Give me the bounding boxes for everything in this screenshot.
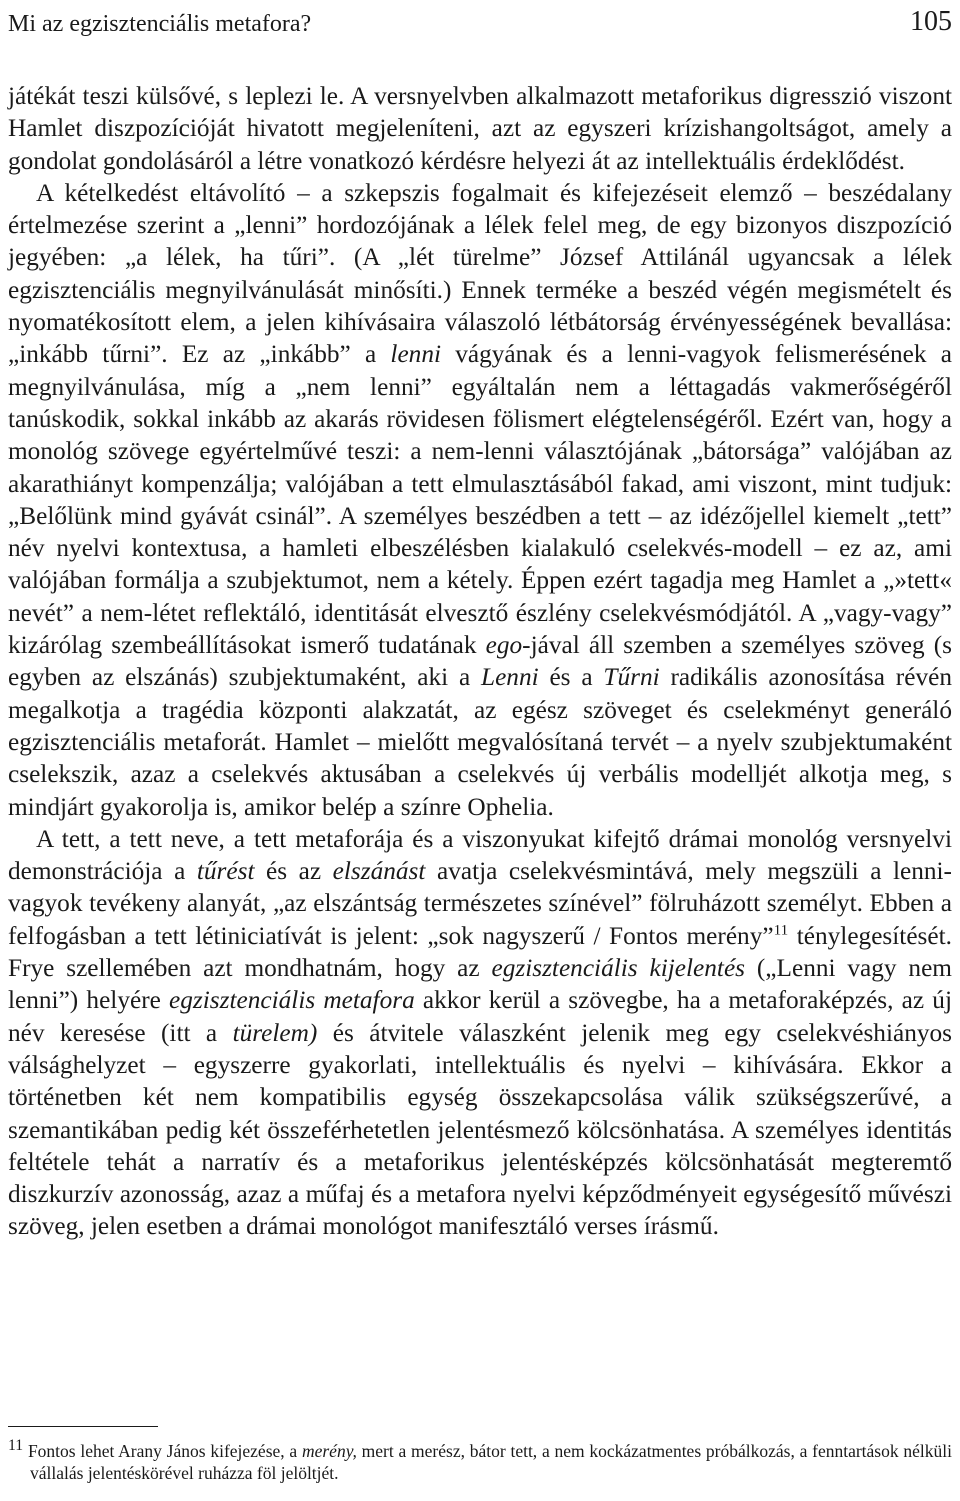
p3-text-2: és az [254, 857, 333, 886]
p3-italic-turest: tűrést [196, 857, 255, 886]
paragraph-1: játékát teszi külsővé, s leplezi le. A versnyelvben alkalmazott metaforikus digresszió viszont Hamlet diszpozícióját hivatott megjeleníteni, azt az egyszeri krízishangoltságot, amely a gondolat gondolásáról a létre vonatkozó kérdésre helyezi át az intellektuális érdeklődést. [8, 82, 952, 175]
p3-text-1: A tett, a tett neve, a tett metaforája és a viszonyukat kifejtő drámai monológ versnyelvi demonstrációja a [8, 824, 952, 886]
footnote-italic-mereny: merény, [301, 1441, 357, 1461]
p2-italic-lenni-cap: Lenni [481, 663, 539, 692]
p2-text-4: és a [538, 663, 604, 692]
page-number: 105 [910, 6, 952, 37]
p2-text-5: radikális azonosítása révén megalkotja a tragédia központi alakzatát, az egész szöveget és cselekményt generáló egzisztenciális metaforát. Hamlet – mielőtt megvalósítaná tervét – a nyelv szubjektumaként cselekszik, azaz a cselekvés aktusában a cselekvés új verbális modelljét alkotja meg, s mindjárt gyakorolja is, amikor belép a színre Ophelia. [8, 663, 952, 821]
body-text [8, 80, 952, 1243]
p3-italic-kijelentes: egzisztenciális kijelentés [491, 954, 746, 983]
p2-text-2: vágyának és a lenni-vagyok felismerésének a megnyilvánulása, míg a „nem lenni” egyáltalán nem a léttagadás vakmerőségéről tanúskodik, sokkal inkább az akarás rövidesen fölismert elégtelenségéről. Ezért van, hogy a monológ szövege egyértelművé teszi: a nem-lenni választójának „bátorsága” valójában az akarathiányt kompenzálja; valójában a tett elmulasztásából fakad, ami viszont, mint tudjuk: „Belőlünk mind gyávát csinál”. A személyes beszédben a tett – az idézőjellel kiemelt „tett” név nyelvi kontextusa, a hamleti elbeszélésben kialakuló cselekvés-modell – ez az, ami valójában formálja a szubjektumot, nem a kétely. Éppen ezért tagadja meg Hamlet a „»tett« nevét” a nem-létet reflektáló, identitását elvesztő észlény cselekvésmódjától. A „vagy-vagy” kizárólag szembeállításokat ismerő tudatának [8, 340, 952, 660]
p3-italic-elszanast: elszánást [332, 857, 426, 886]
footnote-text-1: Fontos lehet Arany János kifejezése, a [23, 1441, 302, 1461]
running-header [8, 0, 952, 38]
p2-italic-turni: Tűrni [603, 663, 660, 692]
p3-text-4: ténylegesítését. Frye szellemében azt mondhatnám, hogy az [8, 921, 952, 983]
p2-italic-lenni: lenni [390, 340, 442, 369]
footnote-ref[interactable]: 11 [773, 921, 789, 939]
paragraph-3 [8, 823, 952, 1243]
running-title: Mi az egzisztenciális metafora? [8, 11, 312, 37]
p3-italic-metafora: egzisztenciális metafora [169, 986, 415, 1015]
p2-italic-ego: ego [485, 631, 523, 660]
p3-text-5: („Lenni vagy nem lenni”) helyére [8, 954, 952, 1015]
footnote-rule [8, 1426, 158, 1427]
p3-text-3: avatja cselekvésmintává, mely megszüli a lenni-vagyok tevékeny alanyát, „az elszántság természetes színével” fölruházott személyt. Ebben a felfogásban a tett létiniciatívát is jelent: „sok nagyszerű / Fontos merény” [8, 857, 952, 950]
p3-text-7: és átvitele válaszként jelenik meg egy cselekvéshiányos válsághelyzet – egyszerre gyakorlati, intellektuális és nyelvi – kihívására. Ekkor a történetben két nem kompatibilis egység összekapcsolása válik szükségszerűvé, a szemantikában pedig két összeférhetetlen jelentésmező kölcsönhatása. A személyes identitás feltétele tehát a narratív és a metaforikus jelentésképzés kölcsönhatását megteremtő diszkurzív azonosság, azaz a műfaj és a metafora nyelvi képződményeit egységesítő művészi szöveg, jelen esetben a drámai monológot manifesztáló verses írásmű. [8, 1018, 952, 1241]
footnote-text-2: mert a merész, bátor tett, a nem kockázatmentes próbálkozás, a fenntartások nélküli vállalás jelentéskörével ruházza föl jelöltjét. [30, 1441, 952, 1483]
p2-text-3: -jával áll szemben a személyes szöveg (s egyben az elszánás) szubjektumaként, aki a [8, 631, 952, 692]
p2-text-1: A kételkedést eltávolító – a szkepszis fogalmait és kifejezéseit elemző – beszédalany értelmezése szerint a „lenni” hordozójának a lélek felel meg, de egy bizonyos diszpozíció jegyében: „a lélek, ha tűri”. (A „lét türelme” József Attilánál ugyancsak a lélek egzisztenciális megnyilvánulását minősíti.) Ennek terméke a beszéd végén megismételt és nyomatékosított elem, a jelen kihívásaira válaszoló létbátorság érvényességének bevallása: „inkább tűrni”. Ez az „inkább” a [8, 178, 952, 369]
footnote [8, 1437, 952, 1484]
footnote-number: 11 [8, 1437, 24, 1455]
p3-text-6: akkor kerül a szövegbe, ha a metaforaképzés, az új név keresése (itt a [8, 986, 952, 1047]
p3-italic-turelem: türelem) [232, 1018, 318, 1047]
paragraph-2 [8, 177, 952, 823]
